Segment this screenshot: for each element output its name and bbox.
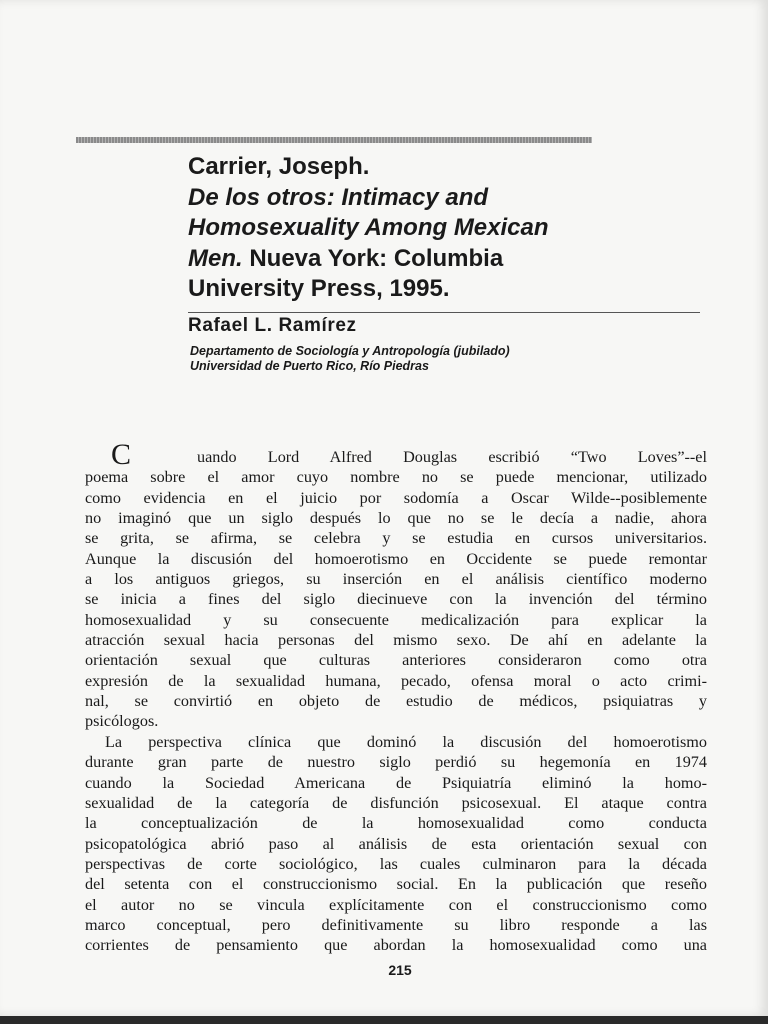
- citation-line: [188, 152, 658, 183]
- body-line: durante gran parte de nuestro siglo perdió su hegemonía en 1974: [85, 753, 707, 772]
- body-line: perspectivas de corte sociológico, las cuales culminaron para la década: [85, 854, 707, 873]
- page-number: 215: [388, 962, 412, 978]
- affiliation-department: Departamento de Sociología y Antropología (jubilado): [190, 344, 510, 358]
- citation-fragment: Homosexuality Among Mexican: [188, 214, 549, 241]
- body-line: la conceptualización de la homosexualidad como conducta: [85, 814, 707, 833]
- body-line: como evidencia en el juicio por sodomía a Oscar Wilde--posiblemente: [85, 488, 707, 507]
- body-line: expresión de la sexualidad humana, pecado, ofensa moral o acto crimi-: [85, 671, 707, 690]
- page-bottom-edge: [0, 1016, 768, 1024]
- body-line: nal, se convirtió en objeto de estudio de médicos, psiquiatras y: [85, 692, 707, 711]
- header-rule: [76, 137, 592, 143]
- body-line: a los antiguos griegos, su inserción en el análisis científico moderno: [85, 570, 707, 589]
- body-line: corrientes de pensamiento que abordan la homosexualidad como una: [85, 936, 707, 955]
- drop-cap: C: [111, 438, 132, 471]
- citation-fragment: Nueva York: Columbia: [242, 244, 504, 272]
- body-line: orientación sexual que culturas anteriores consideraron como otra: [85, 651, 707, 670]
- citation-fragment: Men.: [188, 244, 243, 272]
- citation-fragment: De los otros: Intimacy and: [188, 183, 489, 211]
- body-line: se inicia a fines del siglo diecinueve con la invención del término: [85, 590, 707, 609]
- citation-fragment: Carrier, Joseph.: [188, 153, 370, 180]
- body-line: se grita, se afirma, se celebra y se estudia en cursos universitarios.: [85, 529, 707, 548]
- body-line: psicopatológica abrió paso al análisis de esta orientación sexual con: [85, 834, 707, 853]
- body-line: del setenta con el construccionismo social. En la publicación que reseño: [85, 875, 707, 894]
- body-line: no imaginó que un siglo después lo que no se le decía a nadie, ahora: [85, 509, 707, 528]
- body-line: La perspectiva clínica que dominó la discusión del homoerotismo: [105, 732, 707, 751]
- citation-line: [188, 213, 658, 244]
- body-line: poema sobre el amor cuyo nombre no se puede mencionar, utilizado: [85, 468, 707, 487]
- citation-rule: [188, 312, 700, 313]
- body-line: sexualidad de la categoría de disfunción psicosexual. El ataque contra: [85, 793, 707, 812]
- body-line: Aunque la discusión del homoerotismo en Occidente se puede remontar: [85, 549, 707, 568]
- body-line: cuando la Sociedad Americana de Psiquiatría eliminó la homo-: [85, 773, 707, 792]
- body-line: atracción sexual hacia personas del mismo sexo. De ahí en adelante la: [85, 631, 707, 650]
- author-affiliation: [190, 344, 510, 374]
- body-line: psicólogos.: [85, 712, 159, 731]
- review-citation: [188, 152, 658, 305]
- citation-line: [188, 244, 658, 275]
- affiliation-university: Universidad de Puerto Rico, Río Piedras: [190, 359, 429, 373]
- body-line: homosexualidad y su consecuente medicalización para explicar la: [85, 610, 707, 629]
- body-line: uando Lord Alfred Douglas escribió “Two Loves”--el: [197, 448, 707, 466]
- review-body: [85, 447, 707, 956]
- citation-fragment: University Press, 1995.: [188, 275, 450, 302]
- citation-line: [188, 183, 658, 214]
- citation-line: [188, 274, 658, 305]
- body-line: marco conceptual, pero definitivamente su libro responde a las: [85, 915, 707, 934]
- review-author: Rafael L. Ramírez: [188, 315, 357, 336]
- body-line: el autor no se vincula explícitamente con el construccionismo como: [85, 895, 707, 914]
